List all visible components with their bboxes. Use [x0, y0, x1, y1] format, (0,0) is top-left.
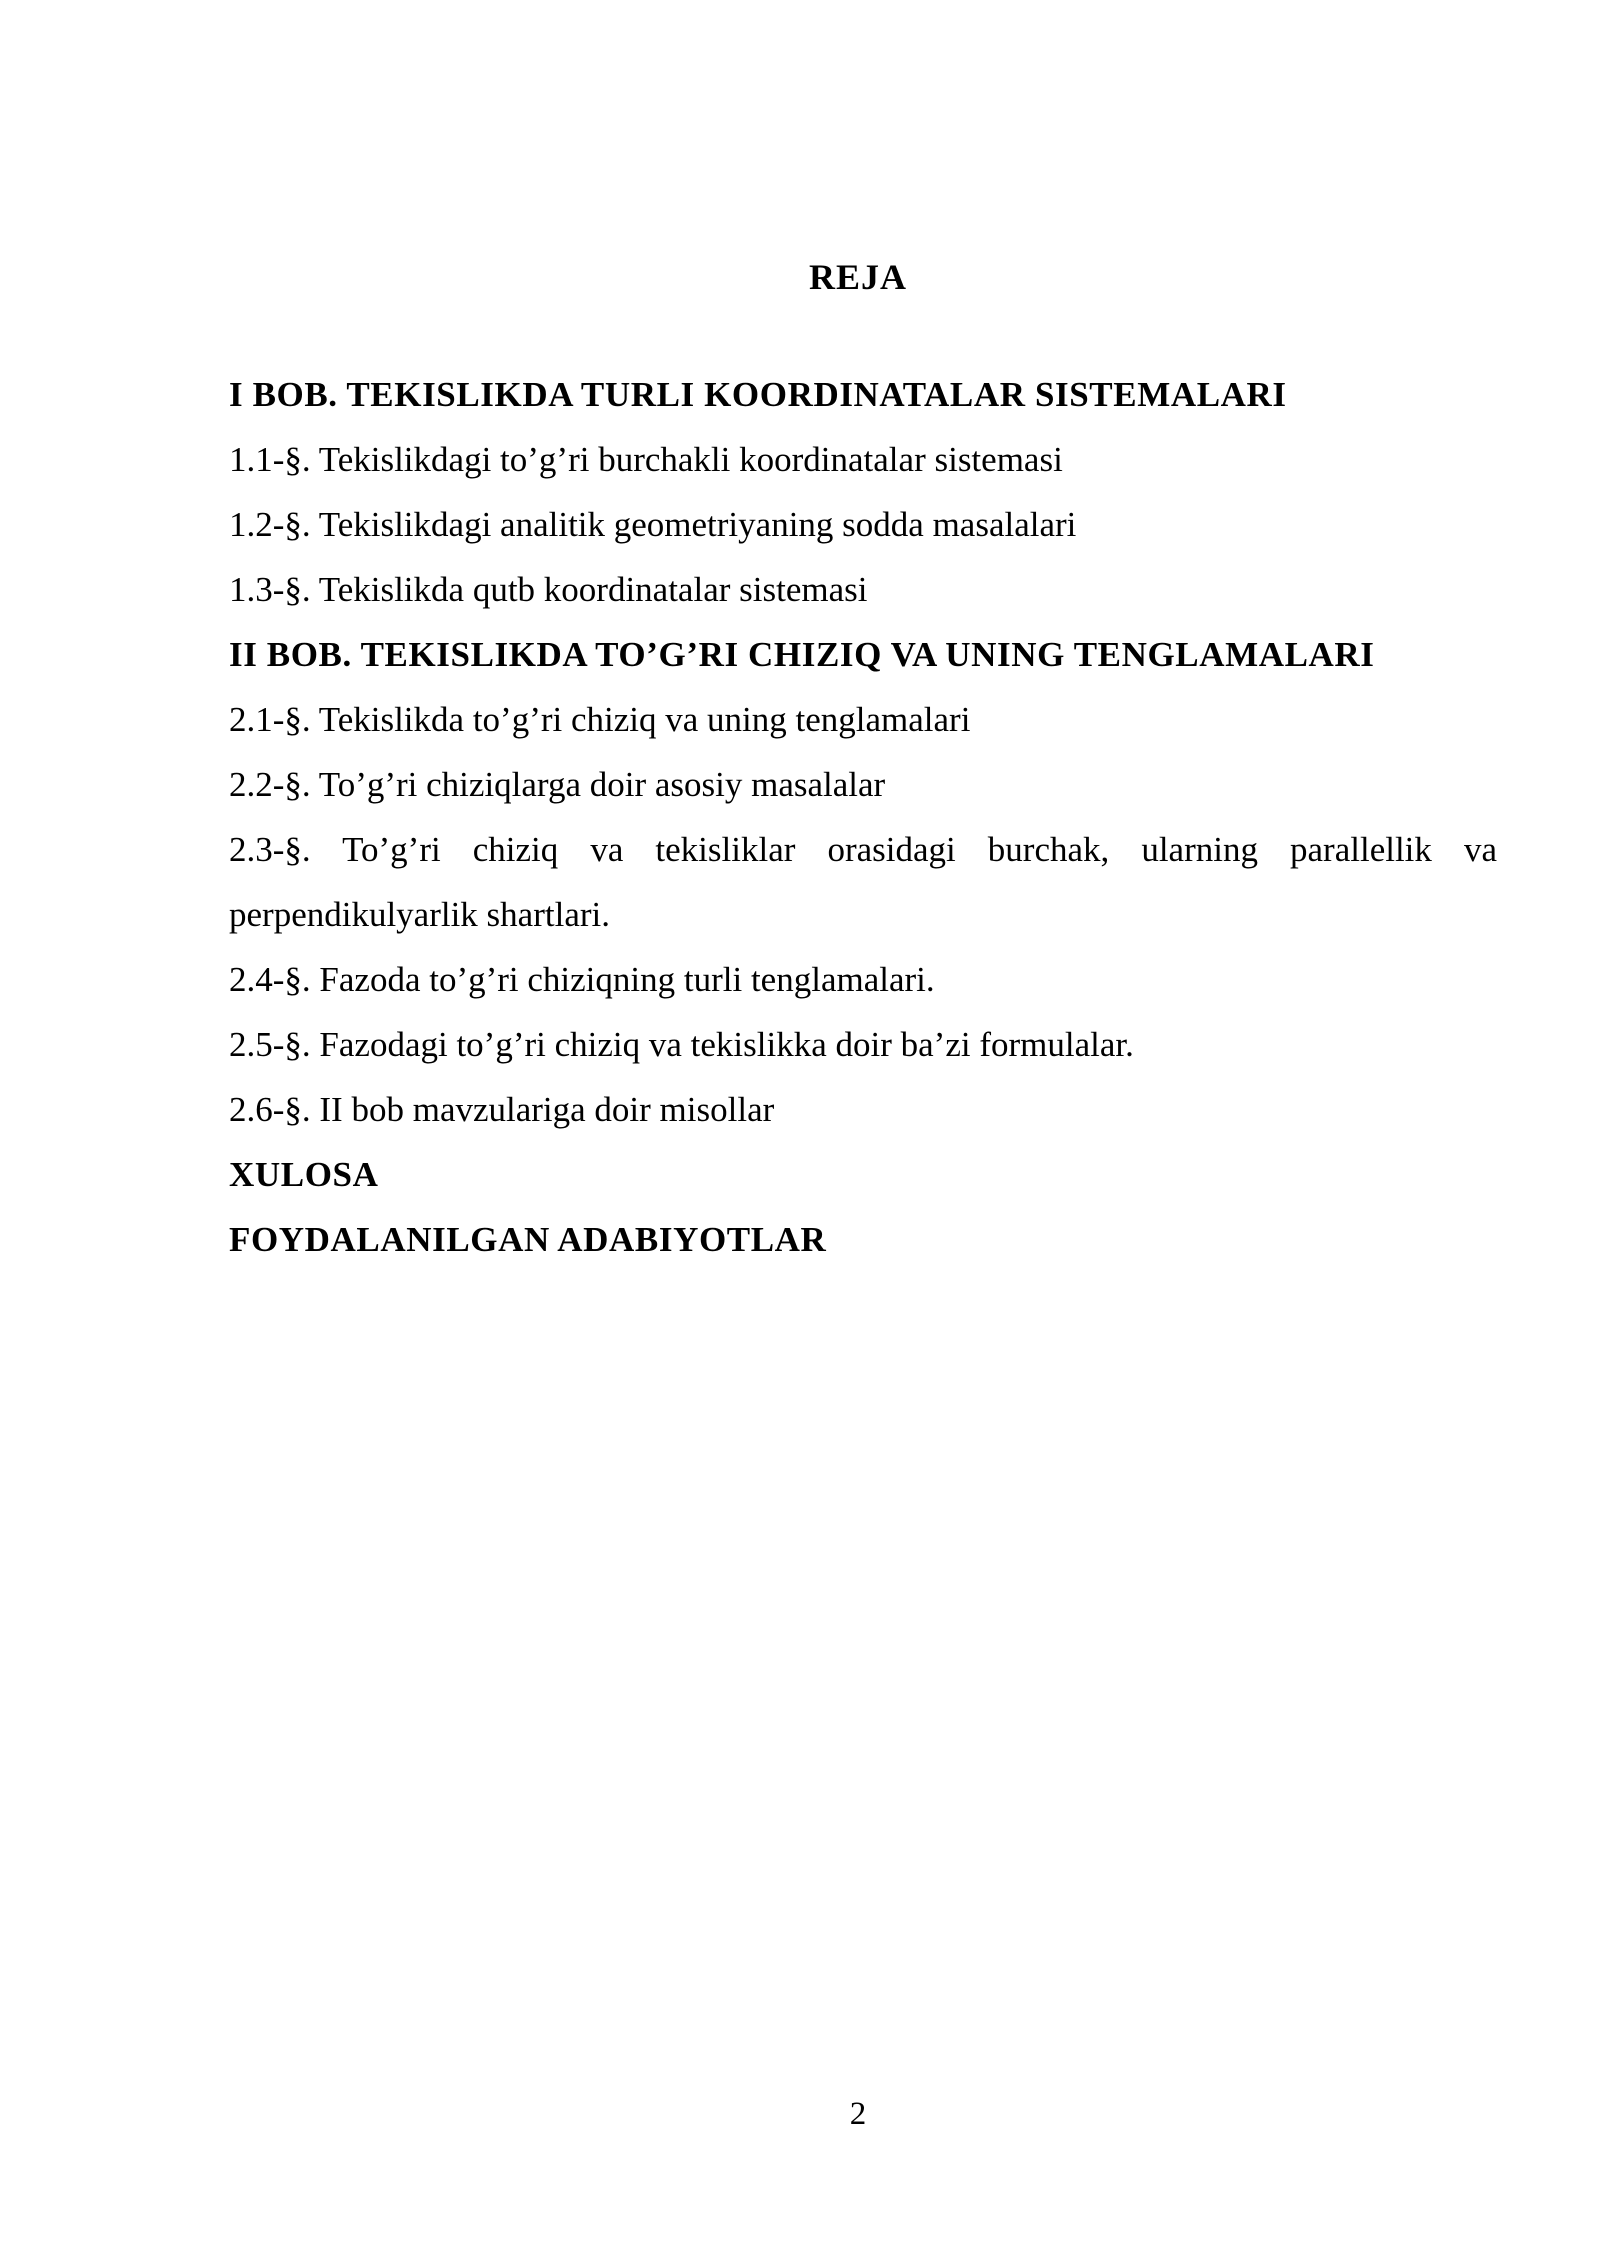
page-title: REJA [808, 257, 907, 297]
toc-section-2-2: 2.2-§. To’g’ri chiziqlarga doir asosiy masalalar [229, 765, 886, 804]
toc-section-1-1: 1.1-§. Tekislikdagi to’g’ri burchakli koordinatalar sistemasi [229, 440, 1063, 479]
toc-section-2-1: 2.1-§. Tekislikda to’g’ri chiziq va uning tenglamalari [229, 700, 971, 739]
table-of-contents [229, 362, 1497, 1272]
toc-section-2-6: 2.6-§. II bob mavzulariga doir misollar [229, 1090, 775, 1129]
toc-chapter-1: I BOB. TEKISLIKDA TURLI KOORDINATALAR SISTEMALARI [229, 375, 1287, 414]
toc-conclusion: XULOSA [229, 1155, 379, 1194]
toc-chapter-2: II BOB. TEKISLIKDA TO’G’RI CHIZIQ VA UNING TENGLAMALARI [229, 635, 1375, 674]
page-number: 2 [849, 2096, 867, 2132]
toc-section-1-2: 1.2-§. Tekislikdagi analitik geometriyaning sodda masalalari [229, 505, 1077, 544]
toc-section-2-3: 2.3-§. To’g’ri chiziq va tekisliklar orasidagi burchak, ularning parallellik va perpendikulyarlik shartlari. [229, 830, 1497, 934]
toc-section-2-5: 2.5-§. Fazodagi to’g’ri chiziq va tekislikka doir ba’zi formulalar. [229, 1025, 1134, 1064]
toc-section-2-4: 2.4-§. Fazoda to’g’ri chiziqning turli tenglamalari. [229, 960, 935, 999]
toc-section-1-3: 1.3-§. Tekislikda qutb koordinatalar sistemasi [229, 570, 868, 609]
toc-references: FOYDALANILGAN ADABIYOTLAR [229, 1220, 827, 1259]
